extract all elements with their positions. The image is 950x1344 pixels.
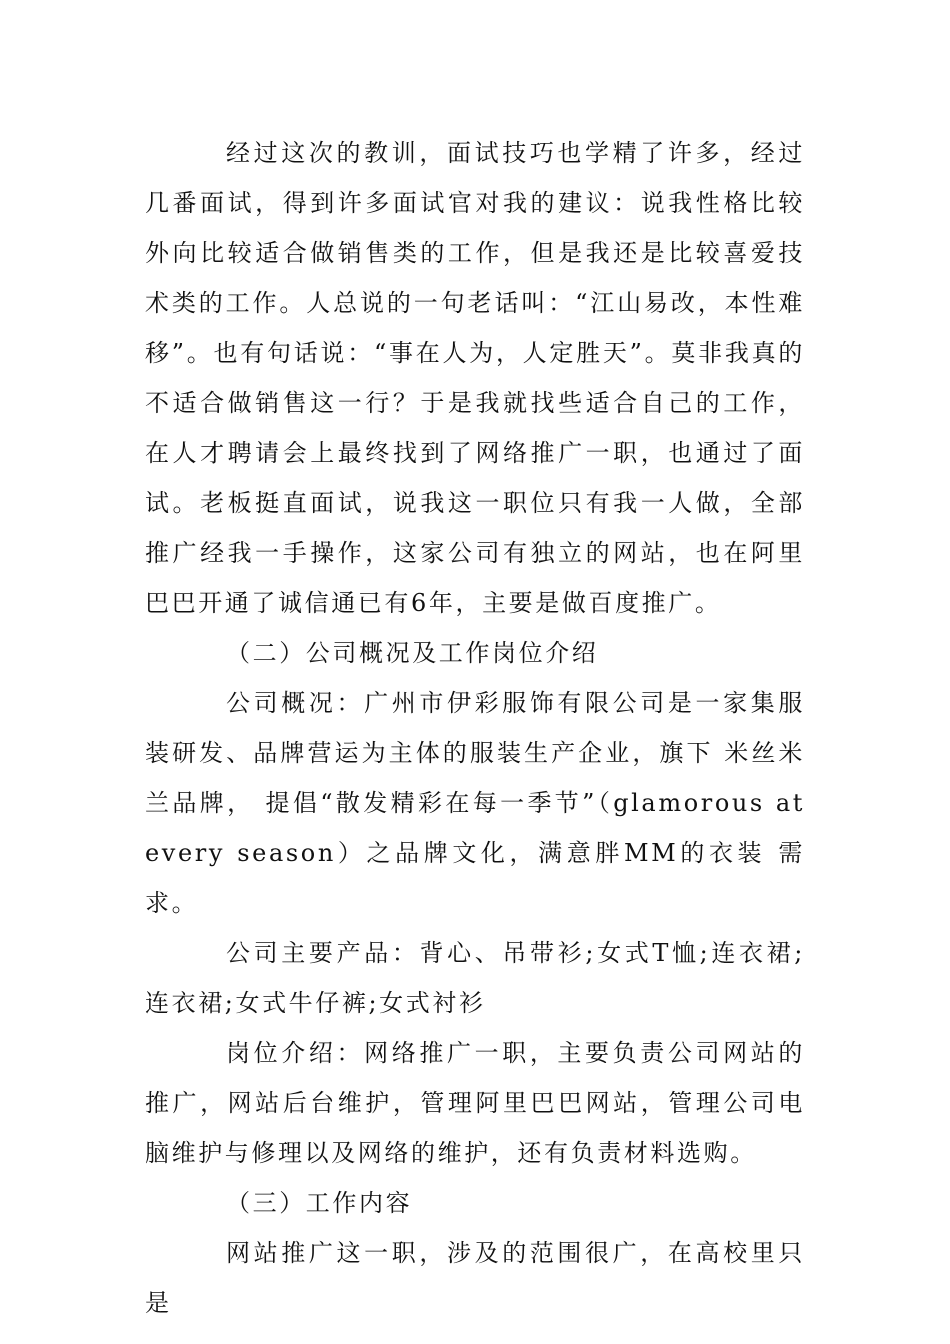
section-heading-work-content: （三）工作内容 (226, 1189, 413, 1217)
paragraph-interview-experience: 经过这次的教训，面试技巧也学精了许多，经过几番面试，得到许多面试官对我的建议：说我性格比较外向比较适合做销售类的工作，但是我还是比较喜爱技术类的工作。人总说的一句老话叫：“江山易改，本性难移”。也有句话说：“事在人为，人定胜天”。莫非我真的不适合做销售这一行？于是我就找些适合自己的工作，在人才聘请会上最终找到了网络推广一职，也通过了面试。老板挺直面试，说我这一职位只有我一人做，全部推广经我一手操作，这家公司有独立的网站，也在阿里巴巴开通了诚信通已有6年，主要是做百度推广。 (145, 139, 805, 617)
paragraph-position-intro: 岗位介绍：网络推广一职，主要负责公司网站的推广，网站后台维护，管理阿里巴巴网站，管理公司电脑维护与修理以及网络的维护，还有负责材料选购。 (145, 1039, 805, 1167)
section-heading-company-overview: （二）公司概况及工作岗位介绍 (226, 639, 599, 667)
document-body (145, 128, 805, 1328)
paragraph-main-products: 公司主要产品：背心、吊带衫;女式T恤;连衣裙;连衣裙;女式牛仔裤;女式衬衫 (145, 939, 805, 1017)
paragraph-company-overview: 公司概况：广州市伊彩服饰有限公司是一家集服装研发、品牌营运为主体的服装生产企业，旗下 米丝米兰品牌， 提倡“散发精彩在每一季节”（glamorous at every season）之品牌文化，满意胖MM的衣装 需求。 (145, 689, 805, 917)
paragraph-work-content: 网站推广这一职，涉及的范围很广，在高校里只是 (145, 1239, 805, 1317)
